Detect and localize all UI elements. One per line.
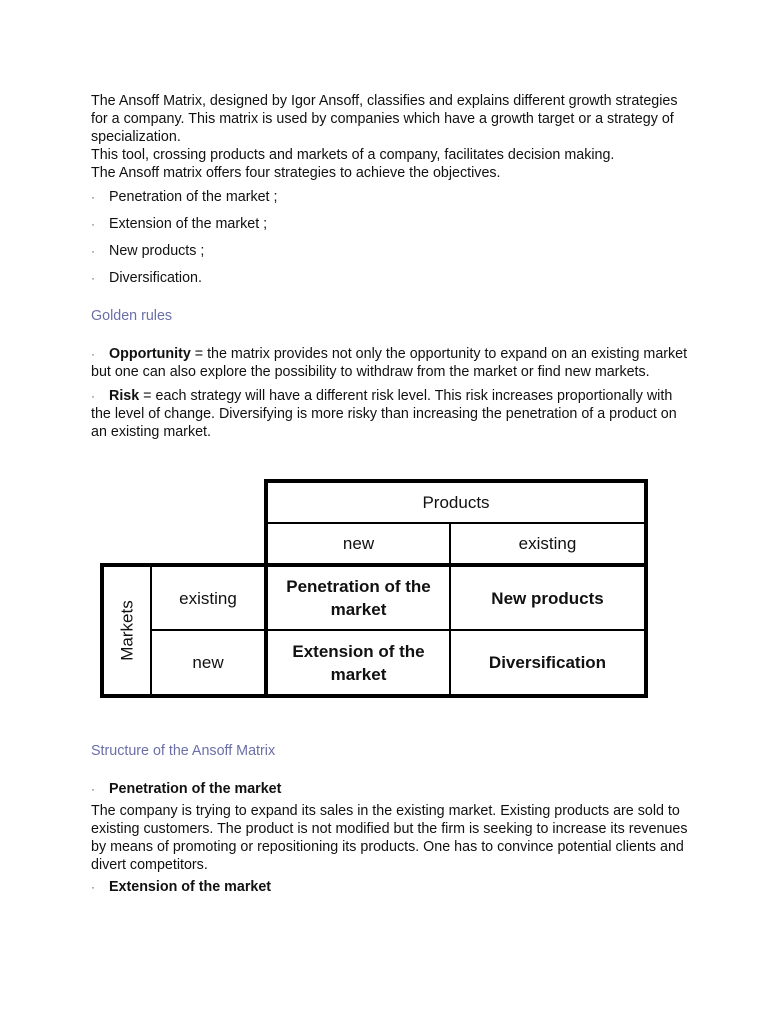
rule-term: Risk <box>109 388 140 404</box>
bullet-icon: · <box>91 347 95 361</box>
products-header: Products <box>422 493 490 512</box>
rule-term: Opportunity <box>109 346 191 362</box>
list-item: · Penetration of the market ; <box>91 189 278 205</box>
golden-rules-heading: Golden rules <box>91 308 173 324</box>
row-new-header: new <box>192 653 224 672</box>
structure-section <box>91 742 691 896</box>
markets-header: Markets <box>117 600 137 661</box>
rule-text: = the matrix provides not only the opportunity to expand on an existing market but one can also explore the possibility to withdraw from the market or find new markets. <box>91 346 688 380</box>
column-new-header: new <box>342 534 375 553</box>
structure-heading: Structure of the Ansoff Matrix <box>91 743 276 759</box>
strategy-list <box>91 188 691 287</box>
cell-new-products: New products <box>491 588 604 608</box>
document-body <box>91 92 691 447</box>
structure-item-2-title: · Extension of the market <box>91 879 272 895</box>
bullet-icon: · <box>91 389 95 403</box>
rule-text: = each strategy will have a different risk level. This risk increases proportionally with the level of change. Diversifying is more risky than increasing the penetration of a product on an existing market. <box>91 388 677 440</box>
bullet-icon: · <box>91 244 95 258</box>
cell-extension: Extension of the market <box>292 641 425 684</box>
bullet-icon: · <box>91 217 95 231</box>
structure-item-1-title: · Penetration of the market <box>91 781 282 797</box>
intro-paragraph-2: This tool, crossing products and markets of a company, facilitates decision making. <box>91 147 615 163</box>
list-item: · New products ; <box>91 243 205 259</box>
bullet-icon: · <box>91 880 95 894</box>
structure-item-1-text: The company is trying to expand its sales in the existing market. Existing products are sold to existing customers. The product is not modified but the firm is seeking to increase its revenues by means of promoting or repositioning its products. One has to convince potential clients and divert competitors. <box>91 803 688 873</box>
intro-paragraph-3: The Ansoff matrix offers four strategies to achieve the objectives. <box>91 165 501 181</box>
row-existing-header: existing <box>179 588 237 608</box>
ansoff-matrix <box>100 479 648 698</box>
bullet-icon: · <box>91 271 95 285</box>
rule-risk <box>91 387 691 441</box>
bullet-icon: · <box>91 190 95 204</box>
list-item: · Extension of the market ; <box>91 216 268 232</box>
column-existing-header: existing <box>518 534 577 553</box>
cell-penetration: Penetration of the market <box>286 577 431 619</box>
rule-opportunity <box>91 345 691 381</box>
list-item: · Diversification. <box>91 270 202 286</box>
cell-diversification: Diversification <box>488 653 607 672</box>
bullet-icon: · <box>91 782 95 796</box>
intro-paragraph-1: The Ansoff Matrix, designed by Igor Ansoff, classifies and explains different growth strategies for a company. This matrix is used by companies which have a growth target or a strategy of specialization. <box>91 93 678 145</box>
